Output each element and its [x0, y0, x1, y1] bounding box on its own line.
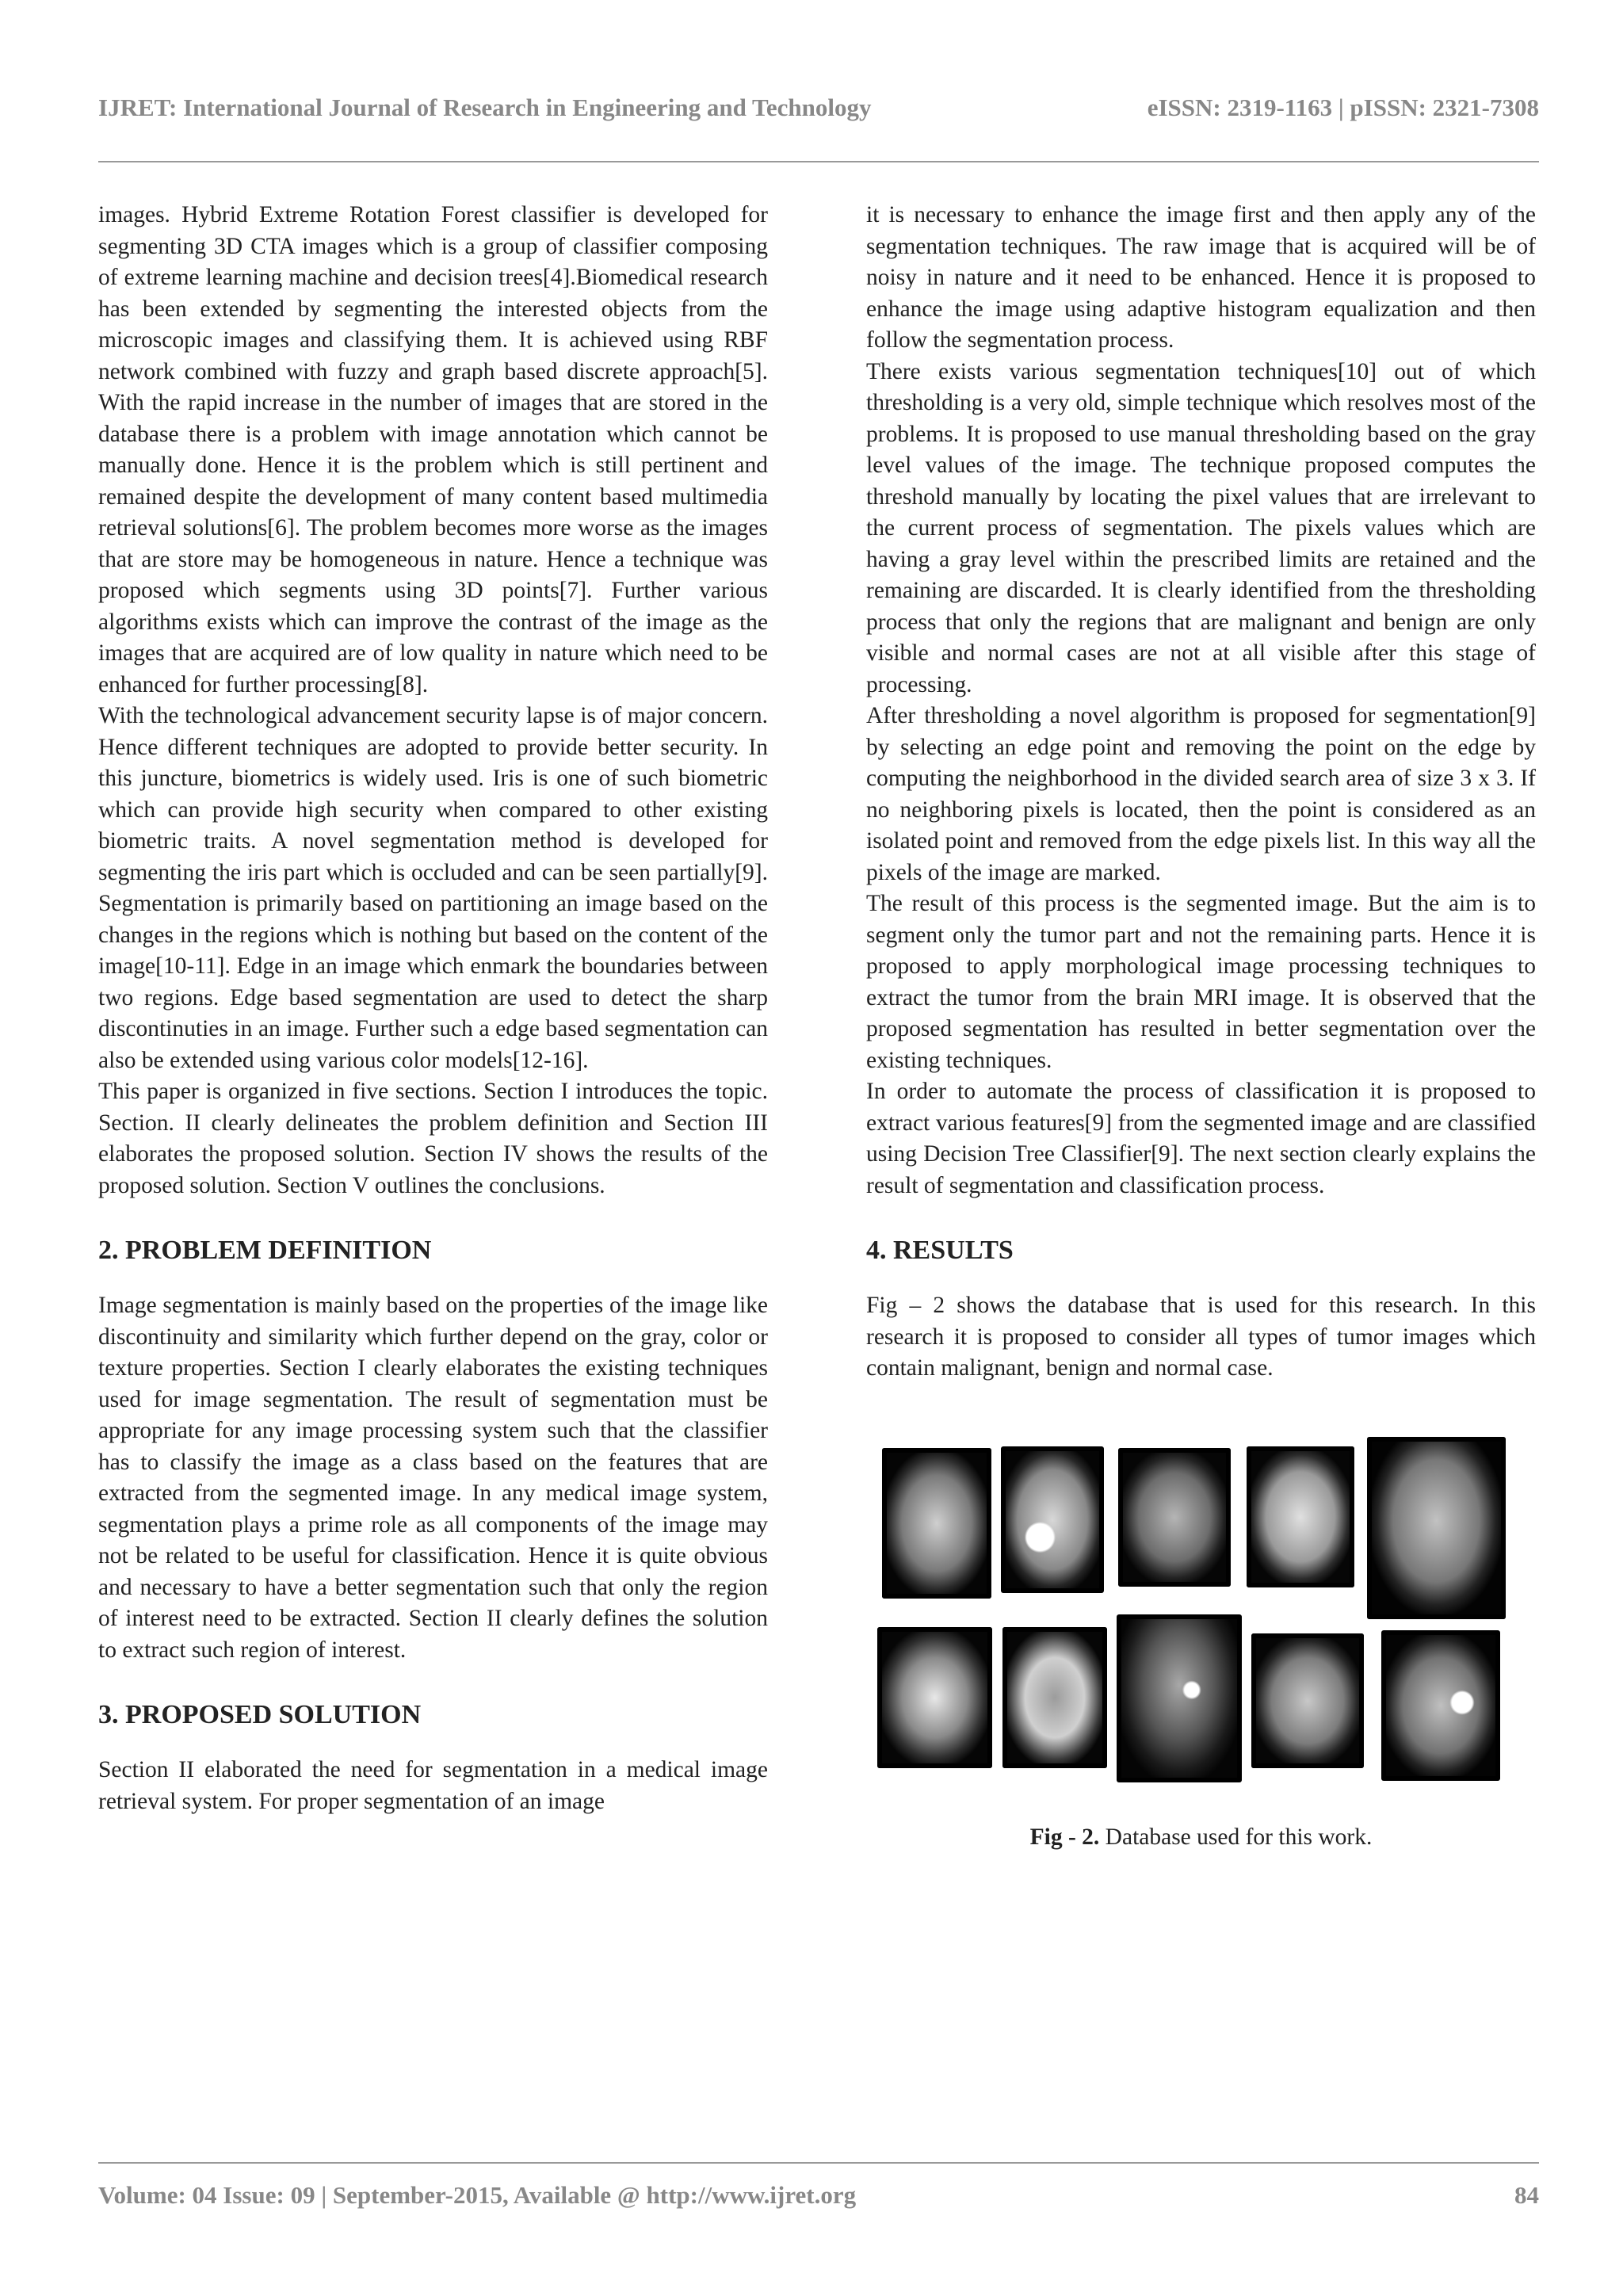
paragraph: The result of this process is the segmented image. But the aim is to segment only the tumor part and not the remaining parts. Hence it is proposed to apply morphological image processing techniques to extract the tumor from the brain MRI image. It is observed that the proposed segmentation has resulted in better segmentation over the existing techniques.	[866, 891, 1536, 1073]
running-header	[98, 94, 1539, 122]
mri-image	[1117, 1614, 1242, 1782]
caption-text: Database used for this work.	[1105, 1824, 1373, 1850]
mri-image-grid	[866, 1437, 1536, 1794]
paragraph: This paper is organized in five sections. Section I introduces the topic. Section. II clearly delineates the problem definition and Section III elaborates the proposed solution. Section IV shows the results of the proposed solution. Section V outlines the conclusions.	[98, 1079, 768, 1198]
paragraph: There exists various segmentation techniques[10] out of which thresholding is a very old, simple technique which resolves most of the problems. It is proposed to use manual thresholding based on the gray level values of the image. The technique proposed computes the threshold manually by locating the pixel values that are irrelevant to the current process of segmentation. The pixels values which are having a gray level within the prescribed limits are retained and the remaining are discarded. It is clearly identified from the thresholding process that only the regions that are malignant and benign are only visible and normal cases are not at all visible after this stage of processing.	[866, 358, 1536, 697]
journal-name: IJRET: International Journal of Research in Engineering and Technology	[98, 94, 872, 121]
running-footer	[98, 2181, 1539, 2210]
paragraph: In order to automate the process of classification it is proposed to extract various features[9] from the segmented image and are classified using Decision Tree Classifier[9]. The next section clearly explains the result of segmentation and classification process.	[866, 1079, 1536, 1198]
volume-info: Volume: 04 Issue: 09 | September-2015, Available @ http://www.ijret.org	[98, 2181, 857, 2209]
mri-image	[1118, 1448, 1231, 1587]
footer-rule	[98, 2162, 1539, 2164]
mri-image	[1367, 1437, 1506, 1619]
mri-image	[877, 1627, 992, 1768]
issn-numbers: eISSN: 2319-1163 | pISSN: 2321-7308	[1147, 94, 1539, 121]
paragraph: With the technological advancement security lapse is of major concern. Hence different techniques are adopted to provide better security. In this juncture, biometrics is widely used. Iris is one of such biometric which can provide high security when compared to other existing biometric traits. A novel segmentation method is developed for segmenting the iris part which is occluded and can be seen partially[9]. Segmentation is primarily based on partitioning an image based on the changes in the regions which is nothing but based on the content of the image[10-11]. Edge in an image which enmark the boundaries between two regions. Edge based segmentation are used to detect the sharp discontinuties in an image. Further such a edge based segmentation can also be extended using various color models[12-16].	[98, 703, 768, 1073]
header-rule	[98, 161, 1539, 162]
section-heading-proposed: 3. PROPOSED SOLUTION	[98, 1700, 422, 1729]
mri-image	[882, 1448, 991, 1599]
mri-image	[1251, 1633, 1364, 1768]
mri-image	[1002, 1627, 1107, 1768]
section-heading-results: 4. RESULTS	[866, 1236, 1014, 1265]
figure-mri-database	[866, 1437, 1536, 1854]
section-heading-problem: 2. PROBLEM DEFINITION	[98, 1236, 432, 1265]
mri-image	[1381, 1630, 1500, 1781]
paragraph: it is necessary to enhance the image first and then apply any of the segmentation techniques. The raw image that is acquired will be of noisy in nature and it need to be enhanced. Hence it is proposed to enhance the image using adaptive histogram equalization and then follow the segmentation process.	[866, 202, 1536, 353]
paragraph: Image segmentation is mainly based on the properties of the image like discontinuity and similarity which further depend on the gray, color or texture properties. Section I clearly elaborates the existing techniques used for image segmentation. The result of segmentation must be appropriate for any image processing system such that the classifier has to classify the image as a class based on the features that are extracted from the segmented image. In any medical image system, segmentation plays a prime role as all components of the image may not be related to be useful for classification. Hence it is quite obvious and necessary to have a better segmentation such that only the region of interest need to be extracted. Section II clearly defines the solution to extract such region of interest.	[98, 1293, 768, 1663]
paragraph: After thresholding a novel algorithm is proposed for segmentation[9] by selecting an edge point and removing the point on the edge by computing the neighborhood in the divided search area of size 3 x 3. If no neighboring pixels is located, then the point is considered as an isolated point and removed from the edge pixels list. In this way all the pixels of the image are marked.	[866, 703, 1536, 885]
paragraph: Section II elaborated the need for segmentation in a medical image retrieval system. For proper segmentation of an image	[98, 1757, 768, 1814]
mri-image	[1247, 1446, 1354, 1587]
mri-image	[1001, 1446, 1104, 1593]
paragraph: images. Hybrid Extreme Rotation Forest classifier is developed for segmenting 3D CTA images which is a group of classifier composing of extreme learning machine and decision trees[4].Biomedical research has been extended by segmenting the interested objects from the microscopic images and classifying them. It is achieved using RBF network combined with fuzzy and graph based discrete approach[5]. With the rapid increase in the number of images that are stored in the database there is a problem with image annotation which cannot be manually done. Hence it is the problem which is still pertinent and remained despite the development of many content based multimedia retrieval solutions[6]. The problem becomes more worse as the images that are store may be homogeneous in nature. Hence a technique was proposed which segments using 3D points[7]. Further various algorithms exists which can improve the contrast of the image as the images that are acquired are of low quality in nature which need to be enhanced for further processing[8].	[98, 202, 768, 697]
caption-label: Fig - 2.	[1029, 1824, 1100, 1850]
figure-caption	[866, 1822, 1536, 1854]
right-column	[866, 200, 1536, 1853]
left-column	[98, 200, 768, 1817]
paragraph: Fig – 2 shows the database that is used for this research. In this research it is proposed to consider all types of tumor images which contain malignant, benign and normal case.	[866, 1293, 1536, 1381]
page-number: 84	[1514, 2181, 1539, 2209]
